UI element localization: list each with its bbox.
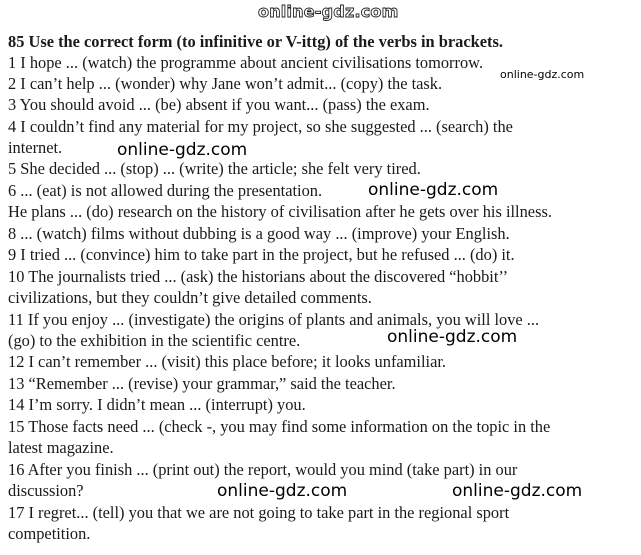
exercise-line: civilizations, but they couldn’t give detailed comments. — [8, 288, 372, 307]
watermark-mark: online-gdz.com — [368, 180, 499, 200]
exercise-line: 17 I regret... (tell) you that we are not going to take part in the regional sport — [8, 503, 510, 522]
exercise-line: 13 “Remember ... (revise) your grammar,” said the teacher. — [8, 374, 396, 393]
exercise-line: 8 ... (watch) films without dubbing is a good way ... (improve) your English. — [8, 224, 510, 243]
exercise-line: 6 ... (eat) is not allowed during the presentation. — [8, 181, 323, 200]
exercise-line: 16 After you finish ... (print out) the report, would you mind (take part) in our — [8, 460, 518, 479]
exercise-line: 11 If you enjoy ... (investigate) the origins of plants and animals, you will love ... — [8, 310, 540, 329]
exercise-line: 2 I can’t help ... (wonder) why Jane won’t admit... (copy) the task. — [8, 74, 443, 93]
exercise-line: 10 The journalists tried ... (ask) the historians about the discovered “hobbit’’ — [8, 267, 509, 286]
exercise-line: 1 I hope ... (watch) the programme about ancient civilisations tomorrow. — [8, 53, 484, 72]
exercise-line: 5 She decided ... (stop) ... (write) the article; she felt very tired. — [8, 159, 421, 178]
watermark-top: online-gdz.com — [258, 2, 399, 21]
exercise-line: latest magazine. — [8, 438, 114, 457]
exercise-line: 12 I can’t remember ... (visit) this place before; it looks unfamiliar. — [8, 352, 447, 371]
exercise-line: 15 Those facts need ... (check -, you may find some information on the topic in the — [8, 417, 551, 436]
exercise-line: 9 I tried ... (convince) him to take part in the project, but he refused ... (do) it. — [8, 245, 515, 264]
exercise-title: 85 Use the correct form (to infinitive or V-ittg) of the verbs in brackets. — [8, 32, 503, 51]
watermark-mark: online-gdz.com — [387, 327, 518, 347]
exercise-line: He plans ... (do) research on the history of civilisation after he gets over his illness. — [8, 202, 552, 221]
exercise-line: (go) to the exhibition in the scientific centre. — [8, 331, 301, 350]
watermark-mark: online-gdz.com — [452, 481, 583, 501]
watermark-mark: online-gdz.com — [117, 140, 248, 160]
exercise-line: 3 You should avoid ... (be) absent if you want... (pass) the exam. — [8, 95, 430, 114]
exercise-line: internet. — [8, 138, 63, 157]
exercise-line: 4 I couldn’t find any material for my project, so she suggested ... (search) the — [8, 117, 513, 136]
watermark-mark: online-gdz.com — [500, 68, 585, 81]
exercise-line: competition. — [8, 524, 91, 543]
watermark-mark: online-gdz.com — [217, 481, 348, 501]
exercise-line: 14 I’m sorry. I didn’t mean ... (interrupt) you. — [8, 395, 306, 414]
exercise-line: discussion? — [8, 481, 84, 500]
